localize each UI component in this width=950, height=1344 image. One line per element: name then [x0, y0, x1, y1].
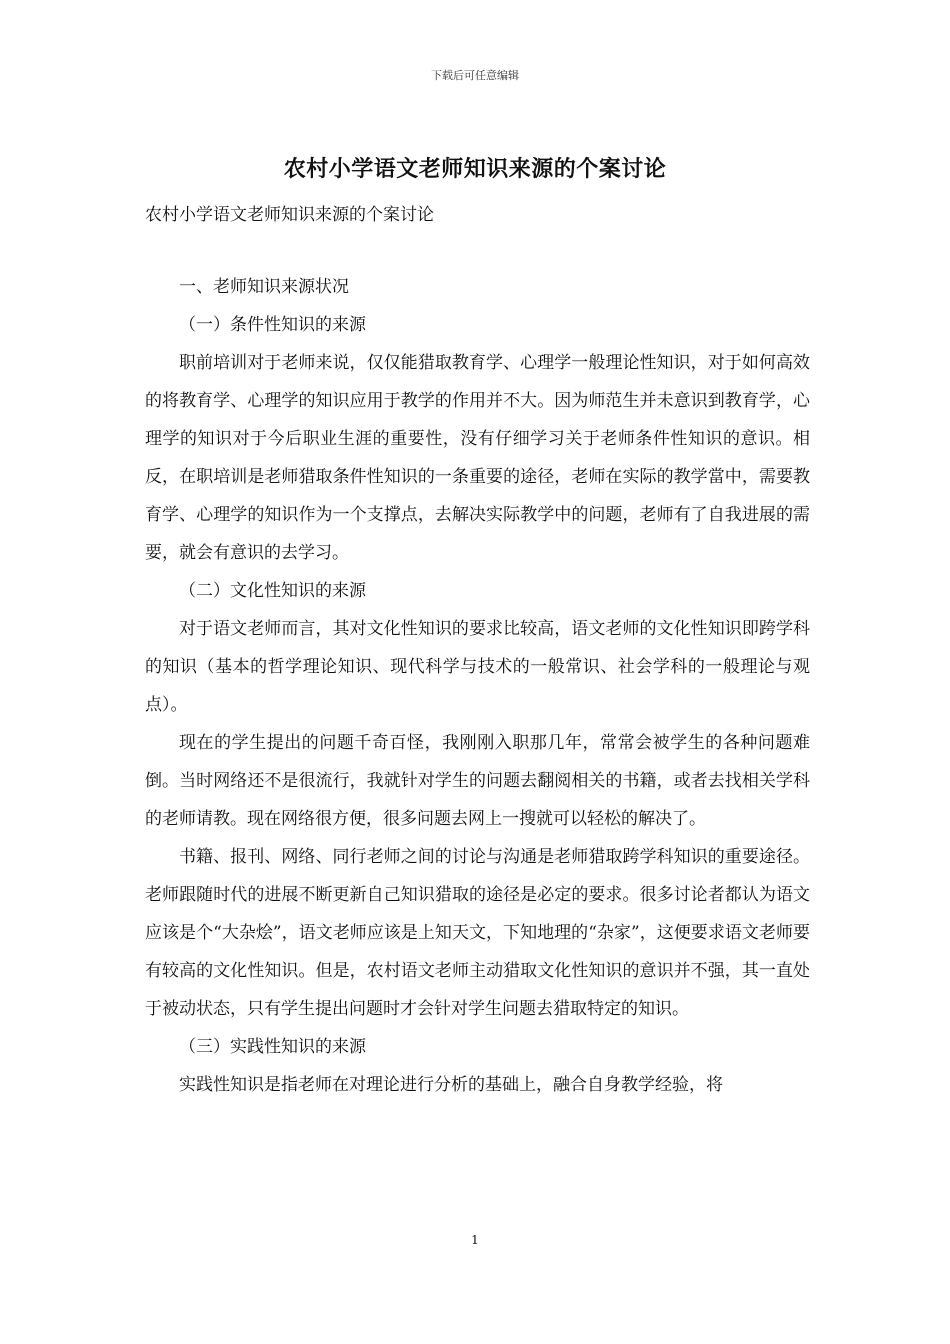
body-paragraph: 书籍、报刊、网络、同行老师之间的讨论与沟通是老师猎取跨学科知识的重要途径。老师跟随时代的进展不断更新自己知识猎取的途径是必定的要求。很多讨论者都认为语文应该是个“大杂烩”，语文老师应该是上知天文，下知地理的“杂家”，这便要求语文老师要有较高的文化性知识。但是，农村语文老师主动猎取文化性知识的意识并不强，其一直处于被动状态，只有学生提出问题时才会针对学生问题去猎取特定的知识。 [145, 847, 810, 1019]
page-number: 1 [471, 1233, 479, 1247]
subsection-heading: （三）实践性知识的来源 [179, 1037, 366, 1057]
document-subtitle: 农村小学语文老师知识来源的个案讨论 [145, 205, 434, 225]
body-paragraph: 现在的学生提出的问题千奇百怪，我刚刚入职那几年，常常会被学生的各种问题难倒。当时网络还不是很流行，我就针对学生的问题去翻阅相关的书籍，或者去找相关学科的老师请教。现在网络很方便，很多问题去网上一搜就可以轻松的解决了。 [145, 733, 810, 829]
subsection-heading: （二）文化性知识的来源 [179, 581, 366, 601]
body-paragraph: 对于语文老师而言，其对文化性知识的要求比较高，语文老师的文化性知识即跨学科的知识（基本的哲学理论知识、现代科学与技术的一般常识、社会学科的一般理论与观点）。 [145, 619, 810, 715]
document-title: 农村小学语文老师知识来源的个案讨论 [283, 156, 667, 182]
section-heading: 一、老师知识来源状况 [179, 277, 349, 297]
document-body [145, 268, 810, 1104]
subsection-heading: （一）条件性知识的来源 [179, 315, 366, 335]
body-paragraph: 职前培训对于老师来说，仅仅能猎取教育学、心理学一般理论性知识，对于如何高效的将教育学、心理学的知识应用于教学的作用并不大。因为师范生并未意识到教育学，心理学的知识对于今后职业生涯的重要性，没有仔细学习关于老师条件性知识的意识。相反，在职培训是老师猎取条件性知识的一条重要的途径，老师在实际的教学當中，需要教育学、心理学的知识作为一个支撑点，去解决实际教学中的问题，老师有了自我进展的需要，就会有意识的去学习。 [145, 353, 810, 563]
header-note: 下载后可任意编辑 [431, 69, 519, 82]
body-paragraph: 实践性知识是指老师在对理论进行分析的基础上，融合自身教学经验，将 [179, 1075, 723, 1095]
